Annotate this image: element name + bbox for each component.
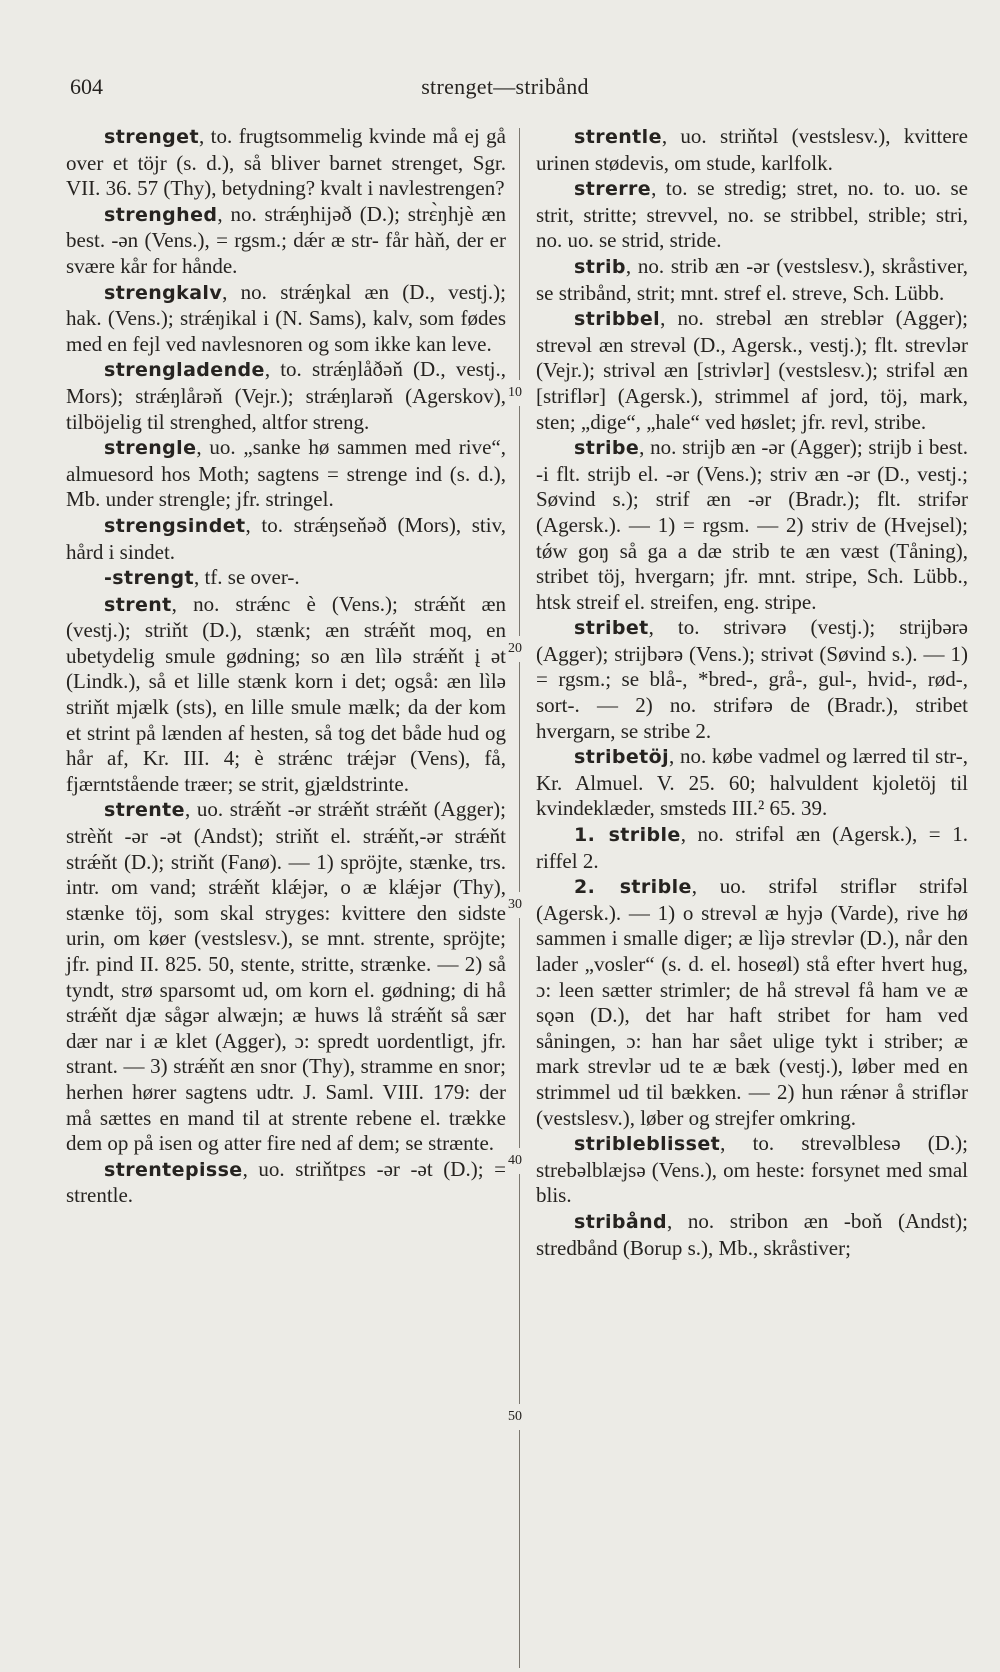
entry-headword: strenget (104, 126, 199, 148)
entry-text: , to. strǽŋlåðəň (D., vestj., Mors); strǽŋlårəň (Vejr.); strǽŋlarəň (Agerskov), tilböjelig til strenghed, altfor streng. (66, 357, 506, 434)
line-number: 10 (507, 380, 523, 406)
dictionary-entry (536, 822, 968, 874)
entry-headword: stribbel (574, 308, 661, 331)
entry-text: , no. strijb æn -ər (Agger); strijb i best. -i flt. strijb el. -ər (Vens.); striv æn -ər (D., vestj.; Søvind s.); strif æn -ər (Bradr.); flt. strifər (Agersk.). — 1) = rgsm. — 2) striv de (Hvejsel); tǿw goŋ så ga a dæ strib te æn væst (Tåning), stribet töj, hvergarn; jfr. mnt. stripe, Sch. Lübb., htsk streif el. streifen, eng. stripe. (536, 435, 968, 614)
dictionary-entry (536, 874, 968, 1131)
line-number: 30 (507, 892, 523, 918)
entry-text: , no. stribon æn -boň (Andst); stredbånd (Borup s.), Mb., skråstiver; (536, 1208, 968, 1260)
entry-headword: stribetöj (574, 746, 670, 769)
line-number: 50 (507, 1404, 523, 1430)
entry-text: , no. strǽŋkal æn (D., vestj.); hak. (Vens.); strǽŋikal i (N. Sams), kalv, som fødes med en fejl ved navlesnoren og som ikke kan leve. (66, 279, 506, 356)
dictionary-entry (536, 435, 968, 615)
dictionary-entry (66, 435, 506, 513)
entry-text: , uo. striňtəl (vestslesv.), kvittere urinen stødevis, om stude, karlfolk. (536, 124, 968, 175)
right-column (536, 124, 968, 1261)
entry-headword: strentepisse (104, 1158, 243, 1181)
dictionary-entry (536, 1209, 968, 1261)
entry-headword: strente (104, 799, 185, 822)
dictionary-entry (66, 1157, 506, 1209)
entry-headword: 1. strible (574, 824, 681, 847)
entry-text: , uo. strǽňt -ər strǽňt strǽňt (Agger); strèňt -ər -ət (Andst); striňt el. strǽňt,-ər strǽňt strǽňt (D.); striňt (Fanø). — 1) spröjte, stænke, trs. intr. om vand; strǽňt klǽjər, o æ klǽjər (Thy), stænke töj, som skal stryges: kvittere den sidste urin, om køer (vestslesv.), se mnt. strente, spröjte; jfr. pind II. 825. 50, stente, stritte, strænke. — 2) så tyndt, strø sparsomt ud, om korn el. gødning; di hå strǽňt djæ sågər alwæjn; æ huws lå strǽňt så sær dær nar i æ klet (Agger), ɔ: spredt uordentligt, jfr. strant. — 3) strǽňt æn snor (Thy), stramme en snor; herhen hører sagtens udtr. J. Saml. VIII. 179: der må sættes en mand til at strente rebene el. trække dem op på isen og atter fire ned af dem; se strænte. (66, 797, 506, 1156)
page-number: 604 (70, 74, 103, 99)
entry-text: , no. strebəl æn streblər (Agger); strevəl æn strevəl (D., Agersk., vestj.); flt. strevlər (Vejr.); strivəl æn [strivlər] (vestslesv.); strifəl æn [striflər] (Agersk.), strimmel af jord, töj, mark, sten; „dige“, „hale“ ved høslet; jfr. revl, stribe. (536, 306, 968, 434)
entry-headword: stribånd (574, 1210, 668, 1233)
entry-headword: strengladende (104, 359, 265, 382)
entry-text: , no. strifəl æn (Agersk.), = 1. riffel 2. (536, 822, 968, 873)
dictionary-entry (536, 1131, 968, 1209)
entry-text: , uo. strifəl striflər strifəl (Agersk.). — 1) o strevəl æ hyjə (Varde), rive hø sammen i smalle diger; æ lìjə strevlər (D.), når den lader „vosler“ (s. d. el. hoseøl) stå efter hvert hug, ɔ: leen sætter strimler; de hå strevəl få ham ve æ sǫən (D.), det har haft stribet for ham ved såningen, ɔ: han har sået ulige tykt i striber; æ mark strevlər ud te æ bæk (vestj.), løber med en strimmel ud til bækken. — 2) hun rǽnər å striflər (vestslesv.), løber og strejfer omkring. (536, 874, 968, 1130)
dictionary-entry (66, 357, 506, 435)
entry-headword: strengsindet (104, 514, 246, 537)
entry-text: , to. se stredig; stret, no. to. uo. se strit, stritte; strevvel, no. se stribbel, strible; stri, no. uo. se strid, stride. (536, 176, 968, 253)
entry-headword: strerre (574, 178, 652, 201)
entry-headword: strengle (104, 437, 197, 460)
entry-text: , to. strǽŋseňəð (Mors), stiv, hård i sindet. (66, 512, 506, 564)
line-number: 20 (507, 636, 523, 662)
left-column (66, 124, 506, 1209)
entry-text: , to. frugtsommelig kvinde må ej gå over et töjr (s. d.), så bliver barnet strenget, Sgr. VII. 36. 57 (Thy), betydning? kvalt i navlestrengen? (66, 124, 506, 201)
entry-text: , no. købe vadmel og lærred til str-, Kr. Almuel. V. 25. 60; halvuldent kjoletöj til kvindeklæder, smsteds III.² 65. 39. (536, 744, 968, 821)
entry-headword: -strengt (104, 567, 194, 590)
entry-headword: stribet (574, 617, 649, 640)
line-number: 40 (507, 1148, 523, 1174)
entry-text: , no. strǽŋhijəð (D.); strɛ̀ŋhjè æn best. -ən (Vens.), = rgsm.; dǽr æ str- får hàň, der er svære kår for hånde. (66, 201, 506, 278)
entry-text: , uo. „sanke hø sammen med rive“, almuesord hos Moth; sagtens = strenge ind (s. d.), Mb. under strengle; jfr. stringel. (66, 435, 506, 512)
entry-headword: stribleblisset (574, 1133, 721, 1156)
entry-text: , uo. striňtpɛs -ər -ət (D.); = strentle. (66, 1156, 506, 1208)
entry-headword: 2. strible (574, 876, 692, 899)
entry-text: , no. strǽnc è (Vens.); strǽňt æn (vestj.); striňt (D.), stænk; æn strǽňt moq, en ubetydelig smule gødning; so æn lìlə strǽňt į ət (Lindk.), så et lille stænk korn i det; også: æn lìlə striňt mjælk (sts), en lille smule mælk; da der kom et strint på lænden af hesten, så tog det både hud og hår af, Kr. III. 4; è strǽnc trǽjər (Vens), få, fjærntstående træer; se strit, gjældstrinte. (66, 591, 506, 796)
entry-headword: stribe (574, 437, 640, 460)
dictionary-entry (536, 615, 968, 744)
entry-text: , to. strevəlblesə (D.); strebəlblæjsə (Vens.), om heste: forsynet med smal blis. (536, 1131, 968, 1208)
entry-headword: strent (104, 593, 172, 616)
entry-text: , to. strivərə (vestj.); strijbərə (Agger); strijbərə (Vens.); strivət (Søvind s.). — 1) = rgsm.; se blå-, *bred-, grå-, gul-, hvid-, rød-, sort-. — 2) no. strifərə de (Bradr.), stribet hvergarn, se stribe 2. (536, 615, 968, 743)
dictionary-entry (66, 124, 506, 202)
entry-headword: strengkalv (104, 281, 223, 304)
dictionary-entry (536, 176, 968, 254)
dictionary-entry (536, 306, 968, 435)
entry-text: , no. strib æn -ər (vestslesv.), skråstiver, se stribånd, strit; mnt. stref el. streve, Sch. Lübb. (536, 253, 968, 305)
dictionary-entry (66, 513, 506, 565)
dictionary-entry (536, 124, 968, 176)
dictionary-entry (66, 280, 506, 358)
dictionary-entry (66, 592, 506, 798)
entry-headword: strenghed (104, 203, 218, 226)
dictionary-entry (66, 797, 506, 1156)
dictionary-entry (66, 565, 506, 592)
page-header (70, 74, 940, 106)
dictionary-entry (536, 744, 968, 822)
dictionary-entry (536, 254, 968, 306)
entry-headword: strentle (574, 126, 662, 148)
entry-headword: strib (574, 255, 626, 278)
entry-text: , tf. se over-. (193, 565, 300, 590)
running-head: strenget—stribånd (421, 74, 589, 99)
dictionary-entry (66, 202, 506, 280)
